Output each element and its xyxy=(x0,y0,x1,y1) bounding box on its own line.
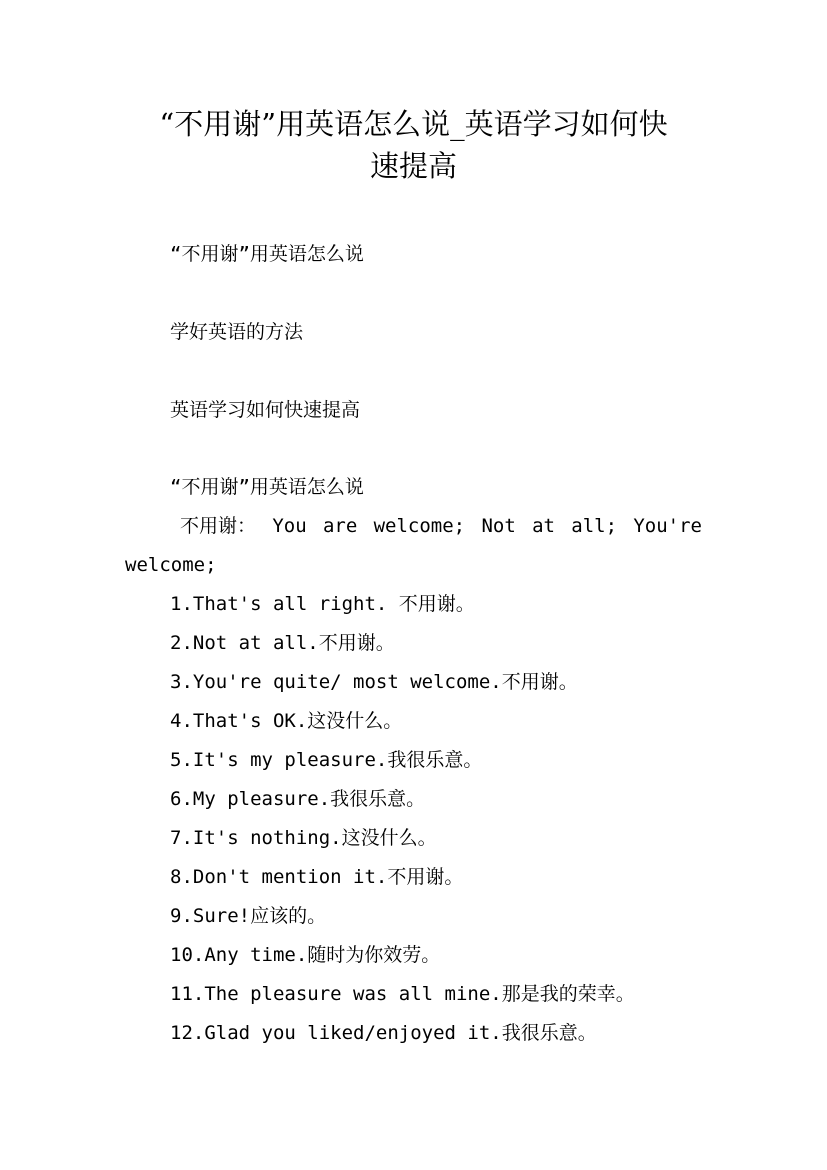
intro-word: welcome; xyxy=(373,515,466,537)
intro-word: Not xyxy=(481,515,516,537)
intro-word: all; xyxy=(571,515,618,537)
phrase-item: 1.That's all right. 不用谢。 xyxy=(170,593,475,615)
phrase-item: 6.My pleasure.我很乐意。 xyxy=(170,788,426,810)
intro-word: You're xyxy=(633,515,702,537)
phrase-item: 5.It's my pleasure.我很乐意。 xyxy=(170,749,483,771)
toc-item-thanks: “不用谢”用英语怎么说 xyxy=(170,243,364,265)
document-title-line-2: 速提高 xyxy=(369,149,457,183)
document-title-line-1: “不用谢”用英语怎么说_英语学习如何快 xyxy=(159,107,668,141)
intro-word: 不用谢： xyxy=(180,515,257,537)
intro-paragraph-line-1 xyxy=(180,513,702,539)
phrase-item: 8.Don't mention it.不用谢。 xyxy=(170,866,464,888)
phrase-item: 2.Not at all.不用谢。 xyxy=(170,632,395,654)
phrase-item: 12.Glad you liked/enjoyed it.我很乐意。 xyxy=(170,1022,597,1044)
phrase-item: 7.It's nothing.这没什么。 xyxy=(170,827,437,849)
section-heading: “不用谢”用英语怎么说 xyxy=(170,476,364,498)
intro-word: at xyxy=(532,515,555,537)
phrase-item: 11.The pleasure was all mine.那是我的荣幸。 xyxy=(170,983,635,1005)
phrase-item: 3.You're quite/ most welcome.不用谢。 xyxy=(170,671,578,693)
phrase-item: 9.Sure!应该的。 xyxy=(170,905,327,927)
phrase-item: 4.That's OK.这没什么。 xyxy=(170,710,403,732)
intro-word: You xyxy=(272,515,307,537)
intro-paragraph-line-2: welcome; xyxy=(125,554,217,576)
intro-word: are xyxy=(322,515,358,537)
toc-item-improve: 英语学习如何快速提高 xyxy=(170,399,361,421)
toc-item-methods: 学好英语的方法 xyxy=(170,321,304,343)
phrase-item: 10.Any time.随时为你效劳。 xyxy=(170,944,441,966)
